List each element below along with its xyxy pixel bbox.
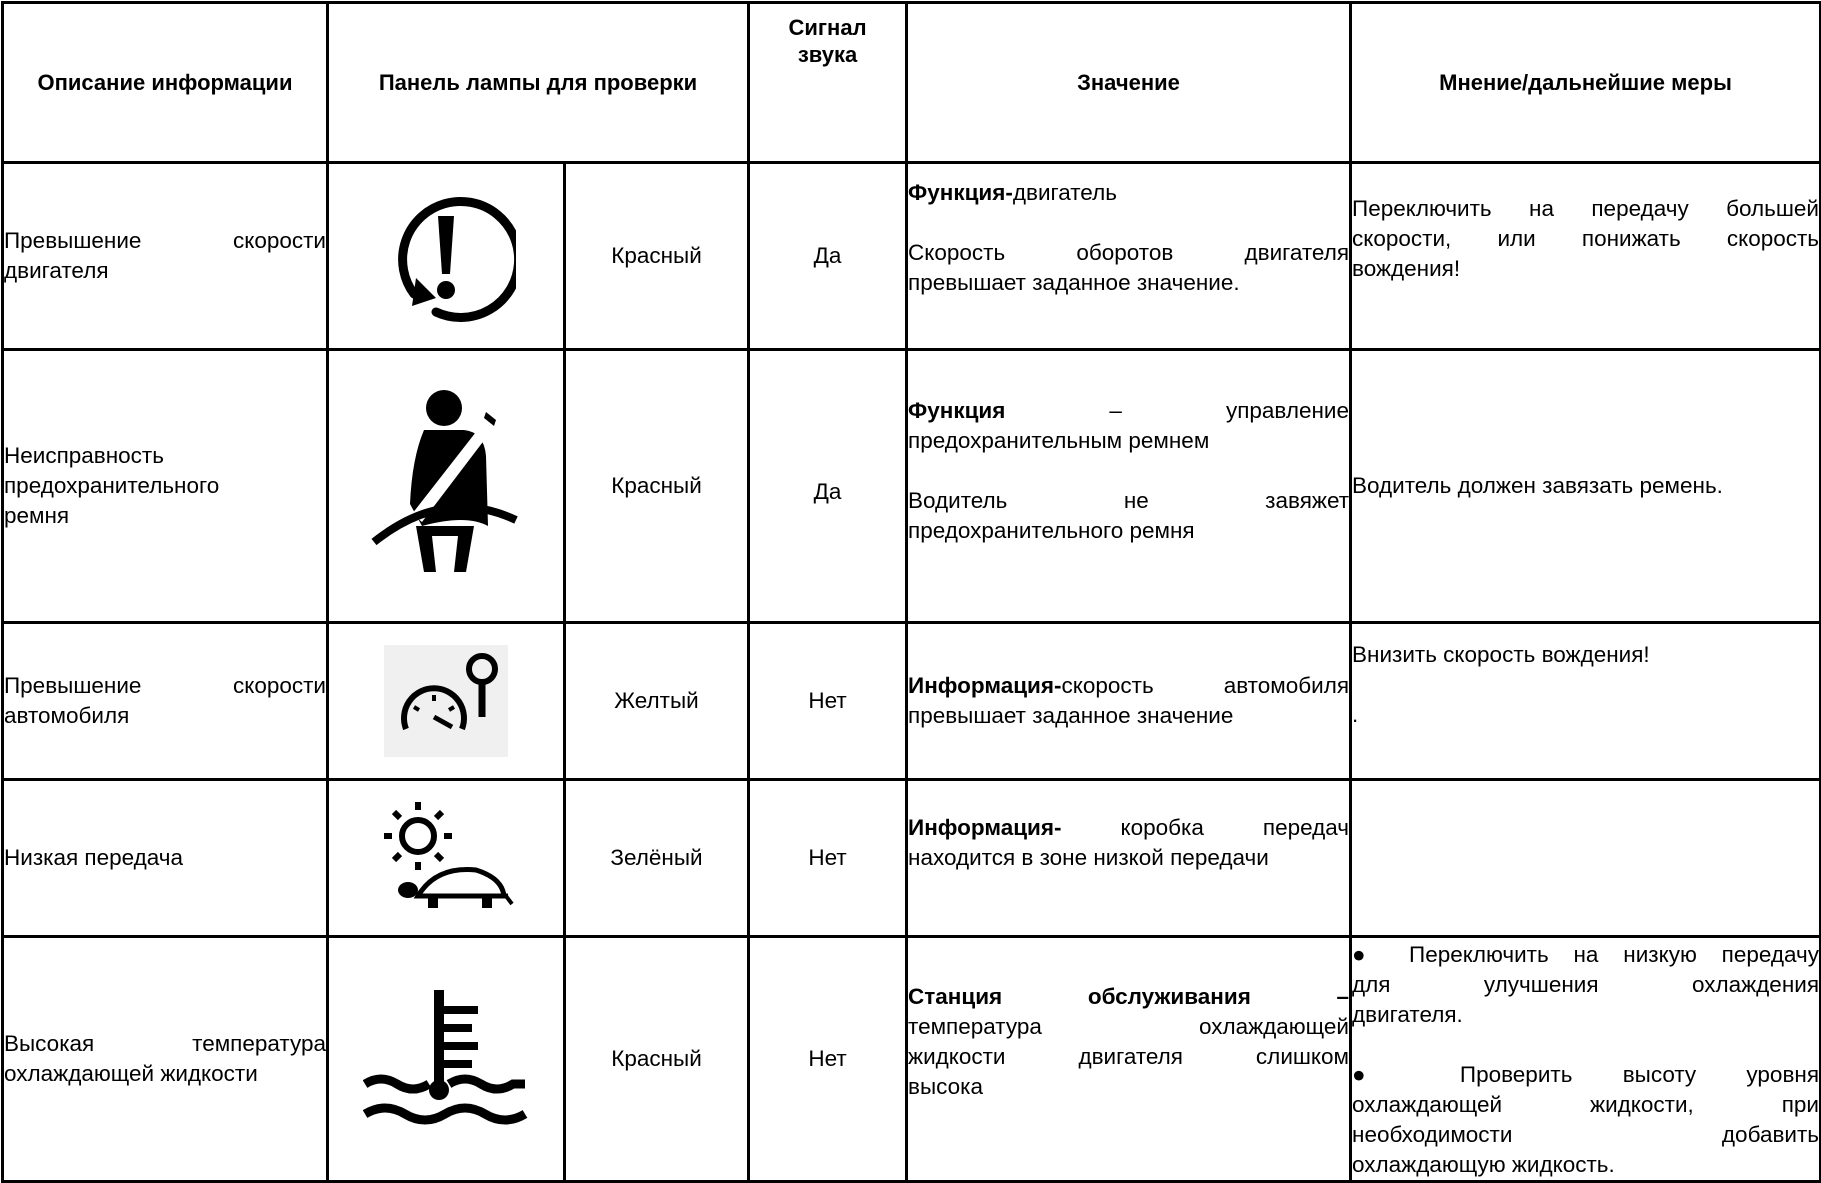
action-line: двигателя.: [1352, 1002, 1463, 1027]
meaning-line: превышает заданное значение.: [908, 270, 1240, 295]
lamp-icon-cell: [328, 780, 565, 937]
meaning-line: предохранительным ремнем: [908, 428, 1210, 453]
meaning-line: Скорость оборотов двигателя: [908, 240, 1350, 265]
meaning-bold: Функция-: [908, 180, 1013, 205]
meaning-bold: Информация-: [908, 673, 1062, 698]
header-opinion: Мнение/дальнейшие меры: [1351, 3, 1821, 163]
header-sound-signal-line1: Сигнал: [788, 15, 867, 40]
row-description: [3, 350, 328, 623]
meaning-cell: [907, 937, 1351, 1182]
engine-overspeed-icon: [376, 186, 516, 326]
desc-line: охлаждающей жидкости: [4, 1061, 258, 1086]
desc-line: Низкая передача: [4, 845, 184, 870]
meaning-cell: [907, 623, 1351, 780]
meaning-line: температура охлаждающей: [908, 1014, 1350, 1039]
meaning-cell: [907, 780, 1351, 937]
sound-signal: Нет: [749, 937, 907, 1182]
meaning-line: Водитель не завяжет: [908, 488, 1350, 513]
desc-line: двигателя: [4, 258, 109, 283]
action-cell: [1351, 623, 1821, 780]
action-line: скорости, или понижать скорость: [1352, 226, 1820, 251]
lamp-color: Зелёный: [565, 780, 749, 937]
meaning-bold: Станция обслуживания –: [908, 984, 1350, 1009]
action-cell: [1351, 780, 1821, 937]
action-cell: [1351, 163, 1821, 350]
action-line: для улучшения охлаждения: [1352, 972, 1820, 997]
row-description: [3, 163, 328, 350]
action-line: ● Переключить на низкую передачу: [1352, 942, 1820, 967]
meaning-line: предохранительного ремня: [908, 518, 1195, 543]
meaning-text: скорость автомобиля: [1061, 673, 1350, 698]
meaning-line: жидкости двигателя слишком: [908, 1044, 1350, 1069]
desc-line: Неисправность: [4, 443, 164, 468]
table-row: [3, 163, 1821, 350]
header-panel-lamp: Панель лампы для проверки: [328, 3, 749, 163]
header-row: [3, 3, 1821, 163]
meaning-text: двигатель: [1012, 180, 1117, 205]
header-sound-signal: [749, 3, 907, 163]
lamp-icon-cell: [328, 937, 565, 1182]
meaning-bold: Информация-: [908, 815, 1062, 840]
sound-signal: Да: [749, 350, 907, 623]
lamp-color: Красный: [565, 350, 749, 623]
desc-line: автомобиля: [4, 703, 130, 728]
header-description: Описание информации: [3, 3, 328, 163]
lamp-color: Красный: [565, 163, 749, 350]
lamp-icon-cell: [328, 163, 565, 350]
low-gear-icon: [378, 800, 514, 916]
sound-signal: Нет: [749, 780, 907, 937]
desc-line: Превышение скорости: [4, 673, 326, 698]
meaning-line: превышает заданное значение: [908, 703, 1234, 728]
warning-lamps-table: [1, 1, 1821, 1183]
desc-line: предохранительного: [4, 473, 220, 498]
table-row: [3, 780, 1821, 937]
header-sound-signal-line2: звука: [797, 42, 858, 67]
seatbelt-icon: [366, 386, 526, 586]
desc-line: ремня: [4, 503, 70, 528]
action-line: .: [1352, 702, 1359, 727]
meaning-text: – управление: [1109, 398, 1350, 423]
lamp-icon-cell: [328, 350, 565, 623]
meaning-cell: [907, 163, 1351, 350]
header-meaning: Значение: [907, 3, 1351, 163]
action-cell: [1351, 937, 1821, 1182]
lamp-icon-cell: [328, 623, 565, 780]
desc-line: Высокая температура: [4, 1031, 326, 1056]
action-line: ● Проверить высоту уровня: [1352, 1062, 1820, 1087]
action-line: охлаждающую жидкость.: [1352, 1152, 1615, 1177]
desc-line: Превышение скорости: [4, 228, 326, 253]
action-line: Внизить скорость вождения!: [1352, 642, 1650, 667]
action-line: Переключить на передачу большей: [1352, 196, 1820, 221]
meaning-text: коробка передач: [1120, 815, 1350, 840]
sound-signal: Да: [749, 163, 907, 350]
row-description: [3, 623, 328, 780]
meaning-bold: Функция: [908, 398, 1006, 423]
action-line: вождения!: [1352, 256, 1461, 281]
lamp-color: Желтый: [565, 623, 749, 780]
coolant-temperature-icon: [363, 986, 529, 1132]
meaning-line: высока: [908, 1074, 984, 1099]
meaning-cell: [907, 350, 1351, 623]
meaning-line: находится в зоне низкой передачи: [908, 845, 1269, 870]
action-cell: [1351, 350, 1821, 623]
table-row: [3, 623, 1821, 780]
table-row: [3, 350, 1821, 623]
action-line: Водитель должен завязать ремень.: [1352, 473, 1723, 498]
action-line: необходимости добавить: [1352, 1122, 1820, 1147]
row-description: [3, 780, 328, 937]
sound-signal: Нет: [749, 623, 907, 780]
lamp-color: Красный: [565, 937, 749, 1182]
row-description: [3, 937, 328, 1182]
action-line: охлаждающей жидкости, при: [1352, 1092, 1820, 1117]
table-row: [3, 937, 1821, 1182]
vehicle-overspeed-icon: [384, 645, 508, 757]
